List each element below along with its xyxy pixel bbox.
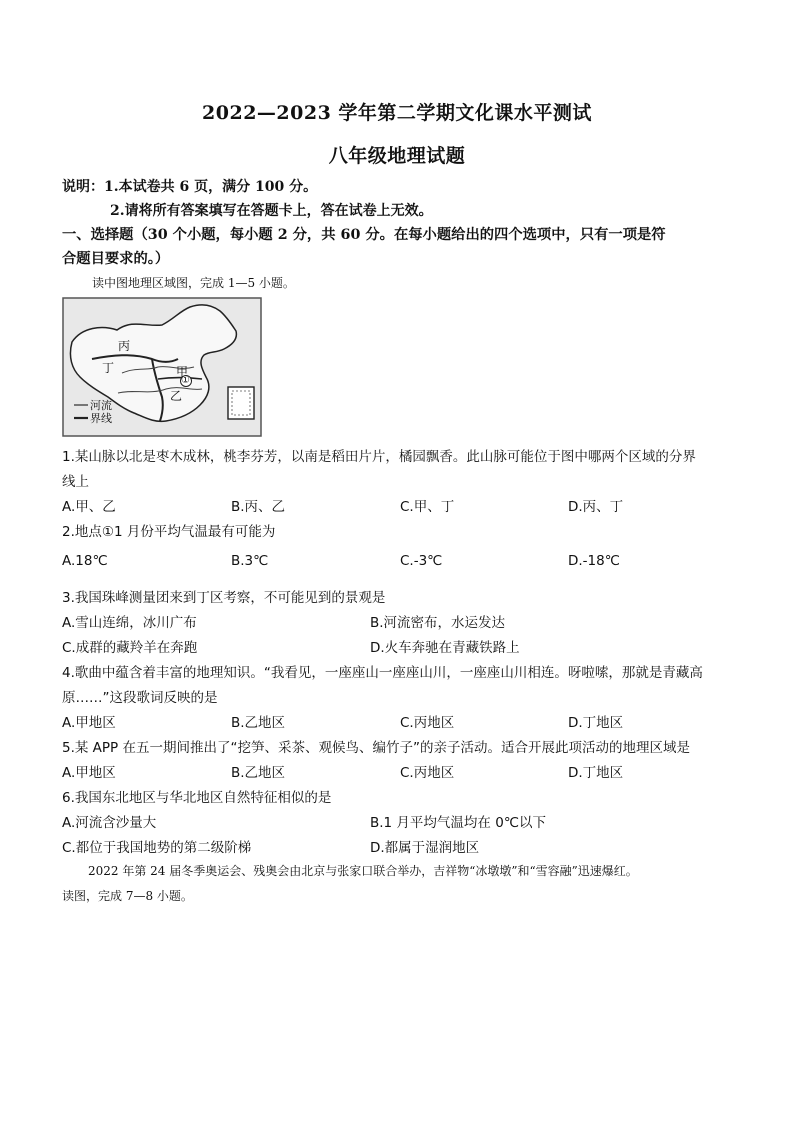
q1-option-b: B.丙、乙 [231,499,286,515]
q4-stem-line-1: 4.歌曲中蕴含着丰富的地理知识。“我看见，一座座山一座座山川，一座座山川相连。呀啦嗦，那就是青藏高 [62,665,703,681]
q4-option-b: B.乙地区 [231,715,286,731]
q3-option-b: B.河流密布，水运发达 [370,615,506,631]
passage-line-2: 读图，完成 7—8 小题。 [62,889,193,903]
q3-stem: 3.我国珠峰测量团来到丁区考察，不可能见到的景观是 [62,590,386,606]
region-label-bing: 丙 [118,339,131,353]
section-heading-line-2: 合题目要求的。） [62,251,170,267]
q5-option-d: D.丁地区 [568,765,624,781]
q5-stem: 5.某 APP 在五一期间推出了“挖笋、采茶、观候鸟、编竹子”的亲子活动。适合开展此项活动的地理区域是 [62,740,690,756]
q2-stem: 2.地点①1 月份平均气温最有可能为 [62,524,276,540]
region-label-jia: 甲 [176,365,189,379]
q2-option-a: A.18℃ [62,553,108,569]
exam-title: 2022—2023 学年第二学期文化课水平测试 [202,102,592,124]
legend-river-label: 河流 [90,399,112,412]
q5-option-c: C.丙地区 [400,765,455,781]
location-marker-1: ① [181,375,190,386]
exam-subtitle: 八年级地理试题 [328,145,466,167]
q4-option-a: A.甲地区 [62,715,116,731]
q3-option-c: C.成群的藏羚羊在奔跑 [62,640,198,656]
q6-option-d: D.都属于湿润地区 [370,840,480,856]
q2-option-d: D.-18℃ [568,553,620,569]
section-heading-line-1: 一、选择题（30 个小题，每小题 2 分，共 60 分。在每小题给出的四个选项中，只有一项是符 [62,227,666,243]
q6-option-c: C.都位于我国地势的第二级阶梯 [62,840,252,856]
legend-boundary-label: 界线 [90,412,112,425]
q5-option-a: A.甲地区 [62,765,116,781]
q5-option-b: B.乙地区 [231,765,286,781]
q2-option-c: C.-3℃ [400,553,443,569]
passage-line-1: 2022 年第 24 届冬季奥运会、残奥会由北京与张家口联合举办，吉祥物“冰墩墩”和“雪容融”迅速爆红。 [88,864,638,878]
q4-option-d: D.丁地区 [568,715,624,731]
q3-option-a: A.雪山连绵，冰川广布 [62,615,197,631]
q1-option-d: D.丙、丁 [568,499,624,515]
region-label-yi: 乙 [170,389,183,403]
q1-option-a: A.甲、乙 [62,499,116,515]
q6-option-a: A.河流含沙量大 [62,815,157,831]
region-label-ding: 丁 [102,361,115,375]
note-line-1: 说明：1.本试卷共 6 页，满分 100 分。 [62,179,318,195]
q3-option-d: D.火车奔驰在青藏铁路上 [370,640,520,656]
china-region-map [62,297,262,437]
q1-stem-line-1: 1.某山脉以北是枣木成林，桃李芬芳，以南是稻田片片，橘园飘香。此山脉可能位于图中哪两个区域的分界 [62,449,696,465]
map-intro: 读中图地理区域图，完成 1—5 小题。 [92,276,295,290]
note-line-2: 2.请将所有答案填写在答题卡上，答在试卷上无效。 [110,203,433,219]
q6-stem: 6.我国东北地区与华北地区自然特征相似的是 [62,790,332,806]
q1-option-c: C.甲、丁 [400,499,455,515]
q6-option-b: B.1 月平均气温均在 0℃以下 [370,815,546,831]
q4-stem-line-2: 原……”这段歌词反映的是 [62,690,218,706]
q4-option-c: C.丙地区 [400,715,455,731]
q2-option-b: B.3℃ [231,553,269,569]
q1-stem-line-2: 线上 [62,474,89,490]
